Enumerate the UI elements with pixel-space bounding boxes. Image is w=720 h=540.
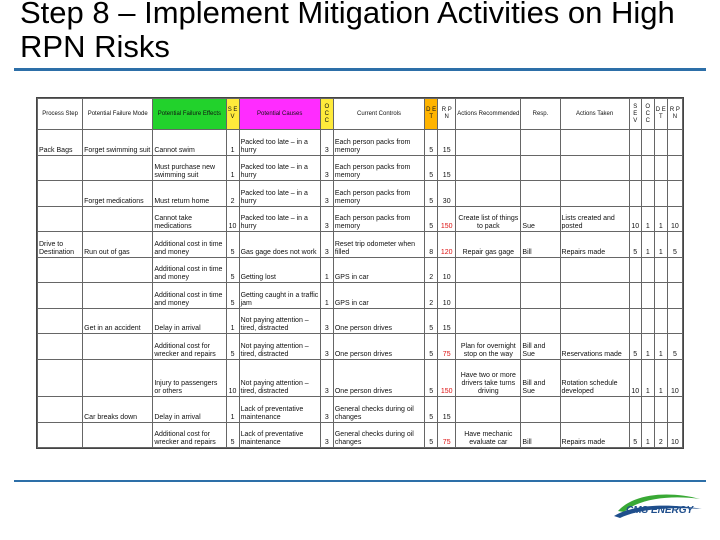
cell-action-recommended	[456, 257, 521, 283]
header-process-step: Process Step	[38, 99, 83, 130]
cell-occ-after	[641, 130, 654, 156]
cell-sev-after: 5	[629, 422, 641, 448]
cell-process-step	[38, 155, 83, 181]
table-row	[38, 181, 683, 207]
cell-failure-mode	[83, 422, 153, 448]
title-divider	[14, 68, 706, 71]
cell-current-control: Reset trip odometer when filled	[333, 232, 424, 258]
cell-action-recommended: Repair gas gage	[456, 232, 521, 258]
cell-sev: 1	[226, 155, 239, 181]
cell-rpn-after: 5	[667, 334, 682, 360]
table-row	[38, 257, 683, 283]
cell-sev-after	[629, 155, 641, 181]
cell-process-step	[38, 283, 83, 309]
table-row	[38, 130, 683, 156]
cell-det-after	[654, 181, 667, 207]
cell-failure-mode	[83, 359, 153, 397]
cell-det-after	[654, 257, 667, 283]
cell-current-control: One person drives	[333, 308, 424, 334]
cell-det: 5	[425, 155, 438, 181]
cell-det: 2	[425, 257, 438, 283]
cell-cause: Not paying attention – tired, distracted	[239, 359, 320, 397]
cell-rpn: 10	[438, 283, 456, 309]
cell-occ: 3	[320, 359, 333, 397]
cell-cause: Packed too late – in a hurry	[239, 155, 320, 181]
cell-sev-after	[629, 130, 641, 156]
table-row	[38, 334, 683, 360]
cell-cause: Getting caught in a traffic jam	[239, 283, 320, 309]
table-row	[38, 232, 683, 258]
fmea-table-container	[36, 97, 684, 449]
cell-det-after	[654, 397, 667, 423]
cell-sev-after	[629, 283, 641, 309]
cell-failure-effect: Delay in arrival	[153, 397, 226, 423]
cell-failure-effect: Additional cost for wrecker and repairs	[153, 334, 226, 360]
cell-occ-after	[641, 308, 654, 334]
cell-det-after	[654, 155, 667, 181]
cell-rpn: 10	[438, 257, 456, 283]
cell-resp	[521, 257, 560, 283]
cell-cause: Lack of preventative maintenance	[239, 422, 320, 448]
cell-current-control: Each person packs from memory	[333, 181, 424, 207]
cell-sev-after: 5	[629, 334, 641, 360]
cell-failure-mode	[83, 155, 153, 181]
cell-sev: 1	[226, 308, 239, 334]
cell-action-taken: Repairs made	[560, 422, 629, 448]
cell-failure-effect: Cannot take medications	[153, 206, 226, 232]
cell-det-after: 1	[654, 206, 667, 232]
cell-failure-mode	[83, 257, 153, 283]
header-actions-recommended: Actions Recommended	[456, 99, 521, 130]
cell-failure-effect: Additional cost for wrecker and repairs	[153, 422, 226, 448]
cell-sev-after: 5	[629, 232, 641, 258]
cell-resp	[521, 181, 560, 207]
cell-action-taken: Lists created and posted	[560, 206, 629, 232]
cell-occ: 1	[320, 257, 333, 283]
cell-sev: 5	[226, 257, 239, 283]
logo-wordmark: CMS ENERGY	[626, 505, 694, 516]
header-resp: Resp.	[521, 99, 560, 130]
cell-cause: Gas gage does not work	[239, 232, 320, 258]
header-current-controls: Current Controls	[333, 99, 424, 130]
cell-cause: Packed too late – in a hurry	[239, 181, 320, 207]
cell-process-step	[38, 359, 83, 397]
cell-rpn: 150	[438, 359, 456, 397]
cell-failure-mode: Car breaks down	[83, 397, 153, 423]
cell-occ: 1	[320, 283, 333, 309]
cell-failure-effect: Cannot swim	[153, 130, 226, 156]
cell-det: 5	[425, 334, 438, 360]
header-occ-after: O C C	[641, 99, 654, 130]
cell-sev: 2	[226, 181, 239, 207]
cell-failure-effect: Must return home	[153, 181, 226, 207]
cell-sev: 5	[226, 232, 239, 258]
cell-action-taken	[560, 283, 629, 309]
cell-failure-effect: Additional cost in time and money	[153, 283, 226, 309]
cell-det: 5	[425, 130, 438, 156]
cms-energy-logo	[612, 489, 706, 525]
cell-rpn-after: 10	[667, 359, 682, 397]
cell-det: 5	[425, 397, 438, 423]
cell-action-recommended	[456, 308, 521, 334]
cell-resp: Sue	[521, 206, 560, 232]
header-sev: S E V	[226, 99, 239, 130]
cell-failure-mode: Forget medications	[83, 181, 153, 207]
cell-rpn: 120	[438, 232, 456, 258]
cell-occ: 3	[320, 232, 333, 258]
fmea-table	[37, 98, 683, 448]
cell-action-recommended	[456, 397, 521, 423]
cell-action-taken	[560, 130, 629, 156]
cell-process-step	[38, 206, 83, 232]
cell-det: 5	[425, 206, 438, 232]
header-actions-taken: Actions Taken	[560, 99, 629, 130]
cell-process-step: Pack Bags	[38, 130, 83, 156]
cell-occ-after: 1	[641, 206, 654, 232]
cell-failure-effect: Delay in arrival	[153, 308, 226, 334]
cell-current-control: General checks during oil changes	[333, 422, 424, 448]
cell-failure-effect: Additional cost in time and money	[153, 232, 226, 258]
table-row	[38, 308, 683, 334]
cell-process-step	[38, 181, 83, 207]
cell-resp	[521, 308, 560, 334]
cell-rpn: 15	[438, 155, 456, 181]
cell-failure-mode: Forget swimming suit	[83, 130, 153, 156]
cell-process-step: Drive to Destination	[38, 232, 83, 258]
cell-failure-mode	[83, 283, 153, 309]
cell-cause: Not paying attention – tired, distracted	[239, 334, 320, 360]
cell-action-taken	[560, 308, 629, 334]
cell-action-recommended: Have two or more drivers take turns driving	[456, 359, 521, 397]
cell-process-step	[38, 334, 83, 360]
cell-rpn-after: 10	[667, 206, 682, 232]
cell-action-recommended: Create list of things to pack	[456, 206, 521, 232]
cell-occ: 3	[320, 130, 333, 156]
cell-current-control: One person drives	[333, 334, 424, 360]
cell-det: 2	[425, 283, 438, 309]
cell-cause: Lack of preventative maintenance	[239, 397, 320, 423]
table-row	[38, 283, 683, 309]
cell-occ-after: 1	[641, 422, 654, 448]
table-row	[38, 397, 683, 423]
table-row	[38, 422, 683, 448]
cell-rpn-after	[667, 257, 682, 283]
cell-sev: 1	[226, 130, 239, 156]
cell-det-after: 1	[654, 334, 667, 360]
cell-resp	[521, 397, 560, 423]
cell-occ: 3	[320, 422, 333, 448]
cell-resp	[521, 130, 560, 156]
header-rpn-after: R P N	[667, 99, 682, 130]
cell-rpn-after	[667, 130, 682, 156]
cell-rpn: 15	[438, 397, 456, 423]
table-body	[38, 130, 683, 448]
cell-sev-after: 10	[629, 206, 641, 232]
cell-occ: 3	[320, 181, 333, 207]
cell-occ-after: 1	[641, 359, 654, 397]
cell-failure-mode	[83, 206, 153, 232]
cell-cause: Getting lost	[239, 257, 320, 283]
cell-rpn: 150	[438, 206, 456, 232]
cell-resp	[521, 155, 560, 181]
cell-action-taken	[560, 181, 629, 207]
cell-occ: 3	[320, 397, 333, 423]
cell-current-control: One person drives	[333, 359, 424, 397]
cell-rpn-after	[667, 155, 682, 181]
cell-process-step	[38, 422, 83, 448]
cell-resp: Bill	[521, 422, 560, 448]
cell-occ: 3	[320, 206, 333, 232]
header-det-after: D E T	[654, 99, 667, 130]
header-rpn: R P N	[438, 99, 456, 130]
table-header-row	[38, 99, 683, 130]
cell-action-taken: Rotation schedule developed	[560, 359, 629, 397]
cell-current-control: General checks during oil changes	[333, 397, 424, 423]
cell-action-taken: Reservations made	[560, 334, 629, 360]
cell-sev: 10	[226, 206, 239, 232]
cell-det: 8	[425, 232, 438, 258]
cell-occ: 3	[320, 334, 333, 360]
header-failure-effects: Potential Failure Effects	[153, 99, 226, 130]
cell-rpn-after: 5	[667, 232, 682, 258]
cell-current-control: Each person packs from memory	[333, 206, 424, 232]
header-occ: O C C	[320, 99, 333, 130]
cell-failure-effect: Injury to passengers or others	[153, 359, 226, 397]
cell-sev: 5	[226, 283, 239, 309]
cell-action-recommended	[456, 181, 521, 207]
cell-action-taken	[560, 257, 629, 283]
cell-sev-after	[629, 181, 641, 207]
cell-failure-mode: Get in an accident	[83, 308, 153, 334]
cell-rpn: 15	[438, 130, 456, 156]
cell-sev-after: 10	[629, 359, 641, 397]
cell-occ-after	[641, 181, 654, 207]
cell-action-taken	[560, 155, 629, 181]
cell-occ-after	[641, 155, 654, 181]
footer-divider	[14, 480, 706, 482]
cell-current-control: GPS in car	[333, 283, 424, 309]
cell-action-recommended	[456, 283, 521, 309]
cell-det-after	[654, 283, 667, 309]
cell-det-after: 1	[654, 232, 667, 258]
cell-rpn: 30	[438, 181, 456, 207]
cell-sev: 1	[226, 397, 239, 423]
cell-failure-effect: Additional cost in time and money	[153, 257, 226, 283]
cell-action-recommended	[456, 155, 521, 181]
cell-resp	[521, 283, 560, 309]
cell-resp: Bill and Sue	[521, 359, 560, 397]
cell-action-taken: Repairs made	[560, 232, 629, 258]
cell-sev: 5	[226, 422, 239, 448]
cell-cause: Not paying attention – tired, distracted	[239, 308, 320, 334]
cell-action-recommended	[456, 130, 521, 156]
cell-resp: Bill and Sue	[521, 334, 560, 360]
cell-occ-after	[641, 397, 654, 423]
table-row	[38, 359, 683, 397]
cell-failure-mode	[83, 334, 153, 360]
cell-rpn-after	[667, 181, 682, 207]
cell-rpn-after	[667, 397, 682, 423]
header-sev-after: S E V	[629, 99, 641, 130]
cell-det: 5	[425, 308, 438, 334]
cell-rpn-after	[667, 308, 682, 334]
cell-det-after	[654, 308, 667, 334]
cell-occ-after: 1	[641, 232, 654, 258]
cell-cause: Packed too late – in a hurry	[239, 206, 320, 232]
cell-resp: Bill	[521, 232, 560, 258]
cell-action-recommended: Plan for overnight stop on the way	[456, 334, 521, 360]
cell-det-after: 2	[654, 422, 667, 448]
cell-current-control: Each person packs from memory	[333, 155, 424, 181]
header-failure-mode: Potential Failure Mode	[83, 99, 153, 130]
cell-det-after	[654, 130, 667, 156]
cell-rpn: 15	[438, 308, 456, 334]
cell-sev-after	[629, 397, 641, 423]
cell-current-control: GPS in car	[333, 257, 424, 283]
header-det: D E T	[425, 99, 438, 130]
cell-process-step	[38, 397, 83, 423]
cell-occ: 3	[320, 155, 333, 181]
cell-det: 5	[425, 422, 438, 448]
cell-occ-after	[641, 283, 654, 309]
cell-failure-effect: Must purchase new swimming suit	[153, 155, 226, 181]
cell-sev: 5	[226, 334, 239, 360]
cell-det-after: 1	[654, 359, 667, 397]
header-causes: Potential Causes	[239, 99, 320, 130]
cell-process-step	[38, 308, 83, 334]
cell-action-recommended: Have mechanic evaluate car	[456, 422, 521, 448]
cell-sev: 10	[226, 359, 239, 397]
cell-cause: Packed too late – in a hurry	[239, 130, 320, 156]
cell-occ: 3	[320, 308, 333, 334]
cell-sev-after	[629, 257, 641, 283]
table-row	[38, 206, 683, 232]
cell-occ-after	[641, 257, 654, 283]
cell-sev-after	[629, 308, 641, 334]
cell-current-control: Each person packs from memory	[333, 130, 424, 156]
cell-det: 5	[425, 181, 438, 207]
table-row	[38, 155, 683, 181]
cell-occ-after: 1	[641, 334, 654, 360]
cell-rpn-after: 10	[667, 422, 682, 448]
cell-rpn: 75	[438, 334, 456, 360]
cell-det: 5	[425, 359, 438, 397]
cell-action-taken	[560, 397, 629, 423]
cell-rpn: 75	[438, 422, 456, 448]
cell-failure-mode: Run out of gas	[83, 232, 153, 258]
cell-rpn-after	[667, 283, 682, 309]
cell-process-step	[38, 257, 83, 283]
slide-title: Step 8 – Implement Mitigation Activities on High RPN Risks	[20, 0, 675, 64]
